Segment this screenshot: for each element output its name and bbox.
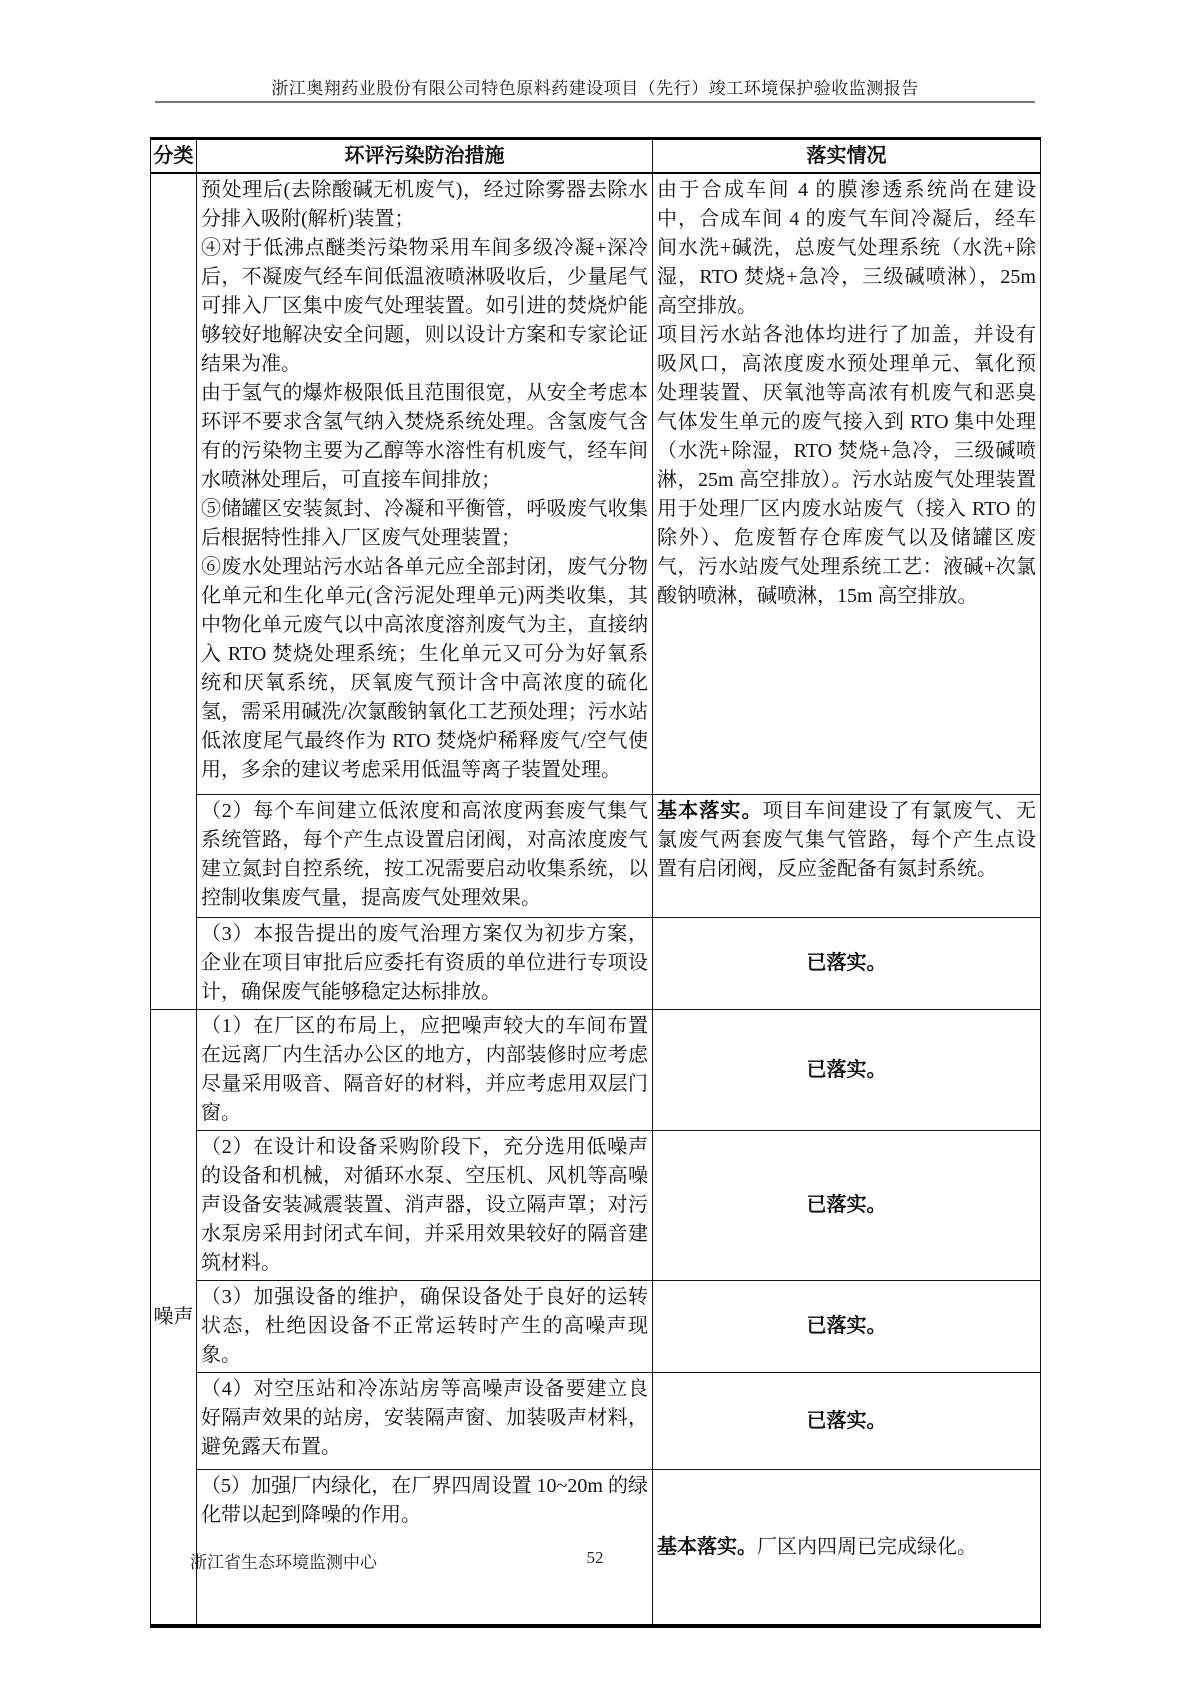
measures-cell (197, 918, 653, 1010)
status-lead: 基本落实。 (657, 800, 763, 822)
category-cell-gas (151, 173, 197, 1010)
status-paragraph: 由于合成车间 4 的膜渗透系统尚在建设中，合成车间 4 的废气车间冷凝后，经车间水洗+碱洗，总废气处理系统（水洗+除湿，RTO 焚烧+急冷，三级碱喷淋），25m 高空排放。 (657, 179, 1036, 317)
table-row-noise-1 (151, 1010, 1041, 1131)
measures-paragraph: （2）每个车间建立低浓度和高浓度两套废气集气系统管路，每个产生点设置启闭阀，对高浓度废气建立氮封自控系统，按工况需要启动收集系统，以控制收集废气量，提高废气处理效果。 (201, 800, 648, 909)
column-header-status: 落实情况 (653, 139, 1041, 174)
status-paragraph (657, 797, 1036, 884)
measures-paragraph: ⑥废水处理站污水站各单元应全部封闭，废气分物化单元和生化单元(含污泥处理单元)两类收集，其中物化单元废气以中高浓度溶剂废气为主，直接纳入 RTO 焚烧处理系统；生化单元又可分为好氧系统和厌氧系统，厌氧废气预计含中高浓度的硫化氢，需采用碱洗/次氯酸钠氧化工艺预处理；污水站低浓度尾气最终作为 RTO 焚烧炉稀释废气/空气使用，多余的建议考虑采用低温等离子装置处理。 (201, 556, 648, 781)
measures-paragraph: （4）对空压站和冷冻站房等高噪声设备要建立良好隔声效果的站房，安装隔声窗、加装吸声材料，避免露天布置。 (201, 1378, 648, 1458)
measures-paragraph: （3）加强设备的维护，确保设备处于良好的运转状态，杜绝因设备不正常运转时产生的高噪声现象。 (201, 1286, 648, 1366)
status-cell: 已落实。 (653, 1281, 1041, 1373)
measures-paragraph: ④对于低沸点醚类污染物采用车间多级冷凝+深冷后，不凝废气经车间低温液喷淋吸收后，少量尾气可排入厂区集中废气处理装置。如引进的焚烧炉能够较好地解决安全问题，则以设计方案和专家论证结果为准。 (201, 237, 648, 375)
measures-paragraph: （5）加强厂内绿化，在厂界四周设置 10~20m 的绿化带以起到降噪的作用。 (201, 1475, 648, 1526)
measures-paragraph: 由于氢气的爆炸极限低且范围很宽，从安全考虑本环评不要求含氢气纳入焚烧系统处理。含氢废气含有的污染物主要为乙醇等水溶性有机废气，经车间水喷淋处理后，可直接车间排放； (201, 382, 648, 491)
measures-paragraph: 预处理后(去除酸碱无机废气)，经过除雾器去除水分排入吸附(解析)装置； (201, 179, 648, 230)
measures-cell (197, 1373, 653, 1470)
status-cell: 已落实。 (653, 1131, 1041, 1281)
table-row-noise-3 (151, 1281, 1041, 1373)
measures-paragraph: （2）在设计和设备采购阶段下，充分选用低噪声的设备和机械，对循环水泵、空压机、风机等高噪声设备安装减震装置、消声器，设立隔声罩；对污水泵房采用封闭式车间，并采用效果较好的隔音建筑材料。 (201, 1136, 648, 1274)
measures-cell (197, 1131, 653, 1281)
table-row-gas-1 (151, 173, 1041, 795)
status-cell: 已落实。 (653, 1373, 1041, 1470)
measures-cell (197, 173, 653, 795)
table-row-noise-4 (151, 1373, 1041, 1470)
measures-paragraph: （3）本报告提出的废气治理方案仅为初步方案，企业在项目审批后应委托有资质的单位进行专项设计，确保废气能够稳定达标排放。 (201, 923, 648, 1003)
status-detail: 项目车间建设了有氯废气、无氯废气两套废气集气管路，每个产生点设置有启闭阀，反应釜配备有氮封系统。 (657, 800, 1037, 880)
status-cell (653, 795, 1041, 918)
status-paragraph: 项目污水站各池体均进行了加盖，并设有吸风口，高浓度废水预处理单元、氧化预处理装置、厌氧池等高浓有机废气和恶臭气体发生单元的废气接入到 RTO 集中处理（水洗+除湿，RTO 焚烧+急冷，三级碱喷淋，25m 高空排放）。污水站废气处理装置用于处理厂区内废水站废气（接入 RTO 的除外）、危废暂存仓库废气以及储罐区废气，污水站废气处理系统工艺：液碱+次氯酸钠喷淋，碱喷淋，15m 高空排放。 (657, 324, 1036, 607)
status-cell: 已落实。 (653, 1010, 1041, 1131)
measures-paragraph: （1）在厂区的布局上，应把噪声较大的车间布置在远离厂内生活办公区的地方，内部装修时应考虑尽量采用吸音、隔音好的材料，并应考虑用双层门窗。 (201, 1015, 648, 1124)
category-cell-noise: 噪声 (151, 1010, 197, 1627)
measures-cell (197, 795, 653, 918)
measures-table (150, 137, 1041, 1628)
footer-organization: 浙江省生态环境监测中心 (190, 1553, 377, 1572)
column-header-category: 分类 (151, 139, 197, 174)
status-detail: 厂区内四周已完成绿化。 (757, 1535, 977, 1558)
measures-cell (197, 1010, 653, 1131)
table-row-gas-3 (151, 918, 1041, 1010)
status-cell: 已落实。 (653, 918, 1041, 1010)
status-cell (653, 173, 1041, 795)
footer-page-number: 52 (586, 1548, 604, 1567)
document-header-title: 浙江奥翔药业股份有限公司特色原料药建设项目（先行）竣工环境保护验收监测报告 (271, 79, 919, 98)
measures-paragraph: ⑤储罐区安装氮封、冷凝和平衡管，呼吸废气收集后根据特性排入厂区废气处理装置； (201, 498, 648, 549)
column-header-measures: 环评污染防治措施 (197, 139, 653, 174)
table-row-gas-2 (151, 795, 1041, 918)
table-header-row (151, 139, 1041, 174)
table-row-noise-2 (151, 1131, 1041, 1281)
measures-cell (197, 1281, 653, 1373)
status-lead: 基本落实。 (657, 1535, 757, 1558)
header-divider-rule (155, 101, 1035, 103)
